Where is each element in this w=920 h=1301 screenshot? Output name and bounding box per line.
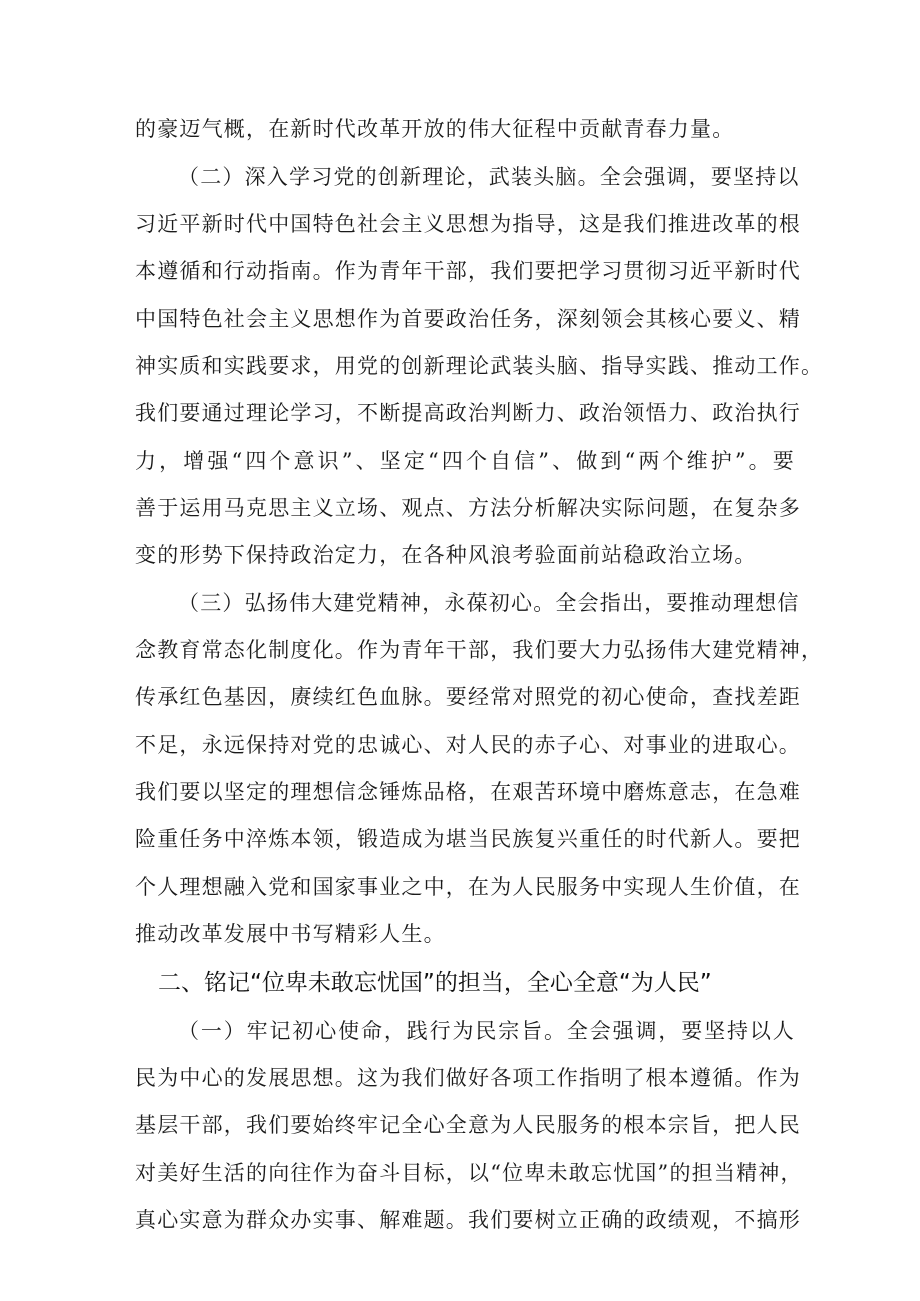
- subsection-title-line: （一）牢记初心使命，践行为民宗旨。全会强调，要坚持以人: [178, 1019, 795, 1043]
- text-line: 习近平新时代中国特色社会主义思想为指导，这是我们推进改革的根: [135, 212, 801, 236]
- text-line: 的豪迈气概，在新时代改革开放的伟大征程中贡献青春力量。: [135, 117, 735, 141]
- text-line: 真心实意为群众办实事、解难题。我们要树立正确的政绩观，不搞形: [135, 1208, 801, 1232]
- text-line: 民为中心的发展思想。这为我们做好各项工作指明了根本遵循。作为: [135, 1066, 801, 1090]
- text-line: 我们要以坚定的理想信念锤炼品格，在艰苦环境中磨炼意志，在急难: [135, 780, 801, 804]
- text-line: 不足，永远保持对党的忠诚心、对人民的赤子心、对事业的进取心。: [135, 733, 801, 757]
- text-line: 念教育常态化制度化。作为青年干部，我们要大力弘扬伟大建党精神，: [135, 638, 824, 662]
- text-line: 险重任务中淬炼本领，锻造成为堪当民族复兴重任的时代新人。要把: [135, 827, 801, 851]
- text-line: 神实质和实践要求，用党的创新理论武装头脑、指导实践、推动工作。: [135, 354, 824, 378]
- text-line: 基层干部，我们要始终牢记全心全意为人民服务的根本宗旨，把人民: [135, 1113, 801, 1137]
- text-line: 变的形势下保持政治定力，在各种风浪考验面前站稳政治立场。: [135, 543, 757, 567]
- text-line: 推动改革发展中书写精彩人生。: [135, 922, 446, 946]
- text-line: 本遵循和行动指南。作为青年干部，我们要把学习贯彻习近平新时代: [135, 259, 801, 283]
- text-line: 善于运用马克思主义立场、观点、方法分析解决实际问题，在复杂多: [135, 496, 801, 520]
- text-line: 传承红色基因，赓续红色血脉。要经常对照党的初心使命，查找差距: [135, 685, 801, 709]
- text-line: 对美好生活的向往作为奋斗目标，以“位卑未敢忘忧国”的担当精神，: [135, 1161, 803, 1185]
- text-line: 我们要通过理论学习，不断提高政治判断力、政治领悟力、政治执行: [135, 401, 801, 425]
- text-line: 个人理想融入党和国家事业之中，在为人民服务中实现人生价值，在: [135, 875, 801, 899]
- text-line: 力，增强“四个意识”、坚定“四个自信”、做到“两个维护”。要: [135, 449, 795, 473]
- section-heading: 二、铭记“位卑未敢忘忧国”的担当，全心全意“为人民”: [158, 970, 712, 996]
- subsection-title-line: （三）弘扬伟大建党精神，永葆初心。全会指出，要推动理想信: [178, 591, 800, 615]
- text-line: 中国特色社会主义思想作为首要政治任务，深刻领会其核心要义、精: [135, 307, 801, 331]
- subsection-title-line: （二）深入学习党的创新理论，武装头脑。全会强调，要坚持以: [178, 165, 800, 189]
